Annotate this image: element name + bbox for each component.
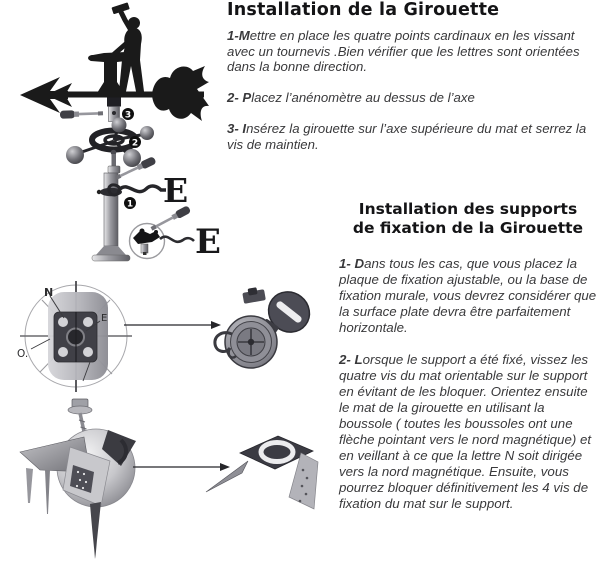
mounting-plate-compass-illustration <box>0 272 340 396</box>
step-text: orsque le support a été fixé, vissez les quatre vis du mat orientable sur le support en évitant de les bloquer. Orientez ensuite le mat de la girouette en utilisant la boussole ( toutes les boussoles ont une flèche pointant vers le nord magnétique) et en veillant à ce que la lettre N soit dirigée vers la nord magnétique. Ensuite, vous pourrez bloquer définitivement les 4 vis de fixation du mat sur le support. <box>339 352 592 511</box>
section1-title: Installation de la Girouette <box>227 0 500 20</box>
section2-step-1 <box>339 256 597 336</box>
step-number: 1- D <box>339 256 365 271</box>
section2-title-line1: Installation des supports <box>358 200 578 218</box>
svg-text:3: 3 <box>124 110 132 121</box>
arrow-connector <box>133 463 230 471</box>
step-text: lacez l’anénomètre au dessus de l’axe <box>251 90 475 105</box>
north-label: N <box>44 286 54 299</box>
step-text: ettre en place les quatre points cardinaux en les vissant avec un tournevis .Bien vérifier que les lettres sont orientées dans la bonne direction. <box>227 28 580 75</box>
west-label: O. <box>17 348 29 360</box>
part-number-badge-3 <box>122 108 134 120</box>
east-label: E <box>101 313 108 324</box>
cardinal-letter-e: E <box>195 222 221 262</box>
part-number-badge-1 <box>124 197 136 209</box>
cardinal-letter-e: E <box>163 171 189 210</box>
clamp-detail-magnifier <box>130 224 165 259</box>
mounting-plate-top-view <box>17 281 132 392</box>
section2-title <box>337 200 599 237</box>
svg-text:1: 1 <box>126 199 134 210</box>
screwdriver-icon <box>60 109 103 118</box>
svg-text:2: 2 <box>131 138 139 149</box>
weathervane-assembly-illustration <box>0 0 230 268</box>
fixation-bracket <box>206 436 318 509</box>
section1-step-2 <box>227 90 599 106</box>
mast <box>92 150 130 261</box>
step-number: 1-M <box>227 28 250 43</box>
section2-step-2 <box>339 352 597 512</box>
section2-title-line2: de fixation de la Girouette <box>352 218 584 237</box>
compass-icon <box>215 284 318 368</box>
ball-mount <box>20 399 136 559</box>
step-number: 2- L <box>339 352 363 367</box>
section1-step-3 <box>227 121 599 152</box>
step-number: 3- I <box>227 121 247 136</box>
step-text: ans tous les cas, que vous placez la plaque de fixation ajustable, ou la base de fixation murale, vous devrez considérer que la surface plate devra être parfaitement horizontale. <box>339 256 597 335</box>
ball-mount-bracket-illustration <box>0 396 340 564</box>
step-number: 2- P <box>227 90 252 105</box>
arrow-connector <box>124 321 221 329</box>
section1-step-1 <box>227 28 599 75</box>
step-text: nsérez la girouette sur l’axe supérieure du mat et serrez la vis de maintien. <box>227 121 587 152</box>
